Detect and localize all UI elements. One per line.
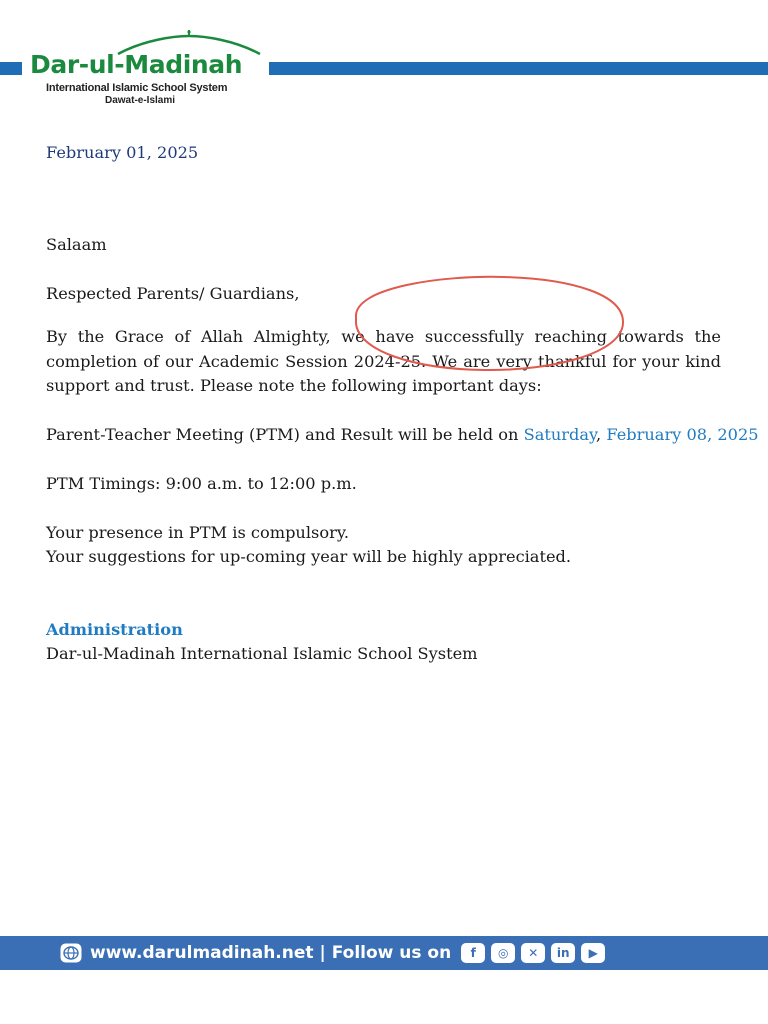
- footer-separator: |: [319, 943, 326, 963]
- note-compulsory: Your presence in PTM is compulsory.: [46, 523, 349, 542]
- body-line: support and trust. Please note the following important days:: [46, 376, 542, 395]
- footer-bar: [0, 936, 768, 970]
- signature-title: Administration: [46, 620, 183, 639]
- ptm-prefix: Parent-Teacher Meeting (PTM) and Result will be held on: [46, 425, 524, 444]
- body-line: By the Grace of Allah Almighty, we have successfully reaching towards the: [46, 327, 721, 346]
- greeting: Salaam: [46, 235, 107, 254]
- org-name: Dar-ul-Madinah: [30, 50, 243, 79]
- header-bar-right: [269, 62, 768, 75]
- org-parent: Dawat-e-Islami: [105, 95, 176, 106]
- ptm-timings: PTM Timings: 9:00 a.m. to 12:00 p.m.: [46, 474, 357, 493]
- follow-text: Follow us on: [331, 943, 452, 963]
- header-bar-left: [0, 62, 22, 75]
- instagram-icon[interactable]: ◎: [491, 943, 515, 963]
- website-link[interactable]: www.darulmadinah.net: [90, 943, 314, 963]
- x-icon[interactable]: ✕: [521, 943, 545, 963]
- body-line: completion of our Academic Session 2024-25. We are very thankful for your kind: [46, 351, 721, 371]
- org-subtitle: International Islamic School System: [46, 82, 228, 94]
- ptm-date: February 08, 2025: [606, 425, 759, 444]
- ptm-announcement: [46, 423, 759, 448]
- salutation: Respected Parents/ Guardians,: [46, 284, 300, 303]
- youtube-icon[interactable]: ▶: [581, 943, 605, 963]
- globe-icon: [60, 943, 82, 963]
- linkedin-icon[interactable]: in: [551, 943, 575, 963]
- footer-content: [60, 936, 605, 970]
- ptm-day: Saturday: [523, 425, 597, 444]
- school-logo: [30, 30, 262, 106]
- note-suggestions: Your suggestions for up-coming year will be highly appreciated.: [46, 547, 572, 566]
- signature-org: Dar-ul-Madinah International Islamic School System: [46, 644, 478, 663]
- letter-date: February 01, 2025: [46, 143, 199, 162]
- annotation-circle: [344, 273, 626, 373]
- ptm-comma: ,: [596, 425, 602, 444]
- facebook-icon[interactable]: f: [461, 943, 485, 963]
